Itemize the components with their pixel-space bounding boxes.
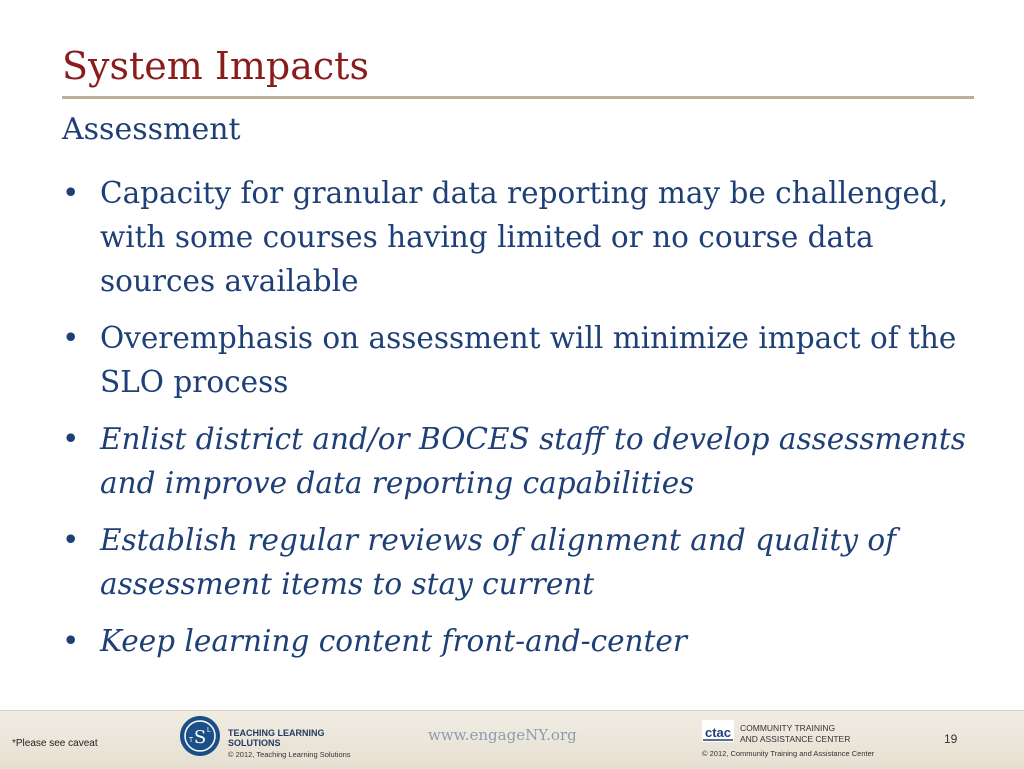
ctac-name [740,723,870,745]
ctac-name-line2: AND ASSISTANCE CENTER [740,734,851,744]
bullet-text: Keep learning content front-and-center [100,624,687,658]
bullet-item [62,518,982,606]
bullet-text: Overemphasis on assessment will minimize impact of the SLO process [100,321,957,399]
svg-text:S: S [193,727,207,748]
svg-text:T: T [188,737,194,744]
title-divider [62,96,974,99]
bullet-glyph: • [62,624,80,658]
bullet-item [62,619,982,663]
ctac-logo [702,718,734,744]
tls-copyright: © 2012, Teaching Learning Solutions [228,750,351,759]
tls-name [228,728,348,748]
bullet-item [62,417,982,505]
ctac-copyright: © 2012, Community Training and Assistance Center [702,749,875,758]
section-heading: Assessment [62,112,241,147]
page-number: 19 [944,732,958,746]
ctac-name-line1: COMMUNITY TRAINING [740,723,836,733]
footer-url: www.engageNY.org [428,726,577,744]
bullet-glyph: • [62,422,80,456]
bullet-glyph: • [62,176,80,210]
caveat-note: *Please see caveat [12,738,98,749]
bullet-glyph: • [62,321,80,355]
bullet-text: Enlist district and/or BOCES staff to develop assessments and improve data reporting capabilities [100,422,966,500]
teaching-learning-solutions-logo [180,716,220,756]
slide-title: System Impacts [62,44,369,88]
bullet-item [62,316,982,404]
svg-text:ctac: ctac [704,725,732,740]
tls-name-line1: TEACHING LEARNING [228,728,325,738]
bullet-glyph: • [62,523,80,557]
bullet-text: Capacity for granular data reporting may be challenged, with some courses having limited or no course data sources available [100,176,949,298]
tls-name-line2: SOLUTIONS [228,738,281,748]
bullet-item [62,171,982,303]
bullet-text: Establish regular reviews of alignment and quality of assessment items to stay current [100,523,897,601]
svg-text:L: L [207,727,211,734]
bullet-list [62,171,982,676]
